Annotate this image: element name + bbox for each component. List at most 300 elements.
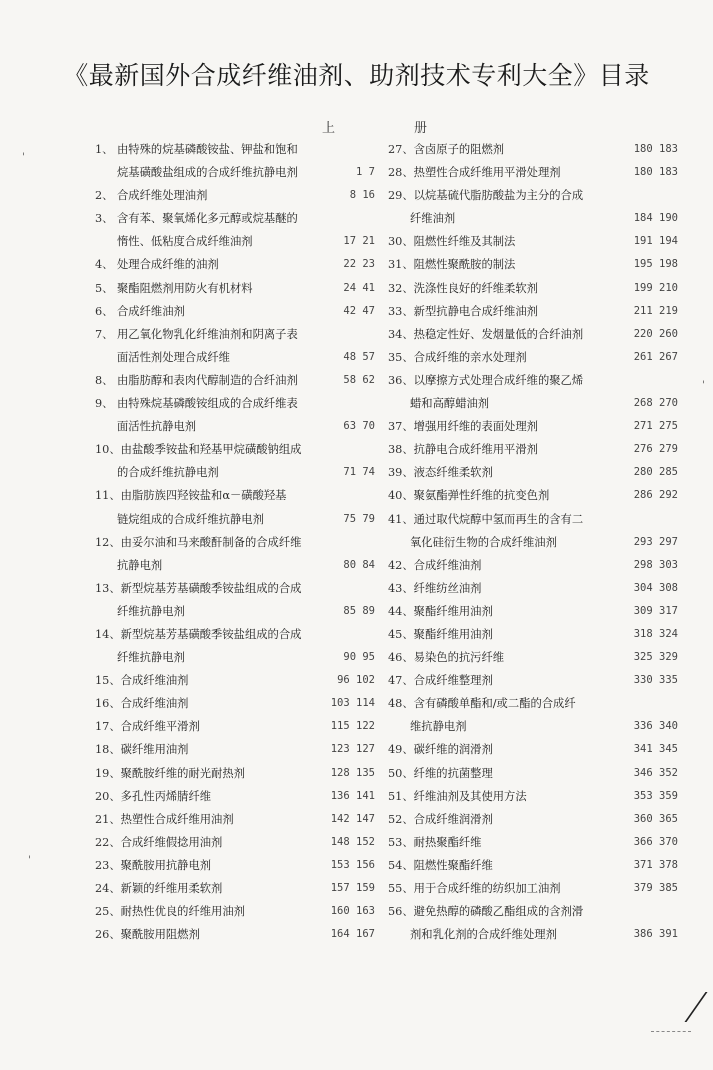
toc-entry-line (95, 785, 375, 808)
toc-entry-number: 56、 (388, 905, 414, 919)
toc-entry-pages: 268 270 (633, 397, 678, 410)
toc-entry-title: 新颖的纤维用柔软剂 (120, 882, 223, 895)
toc-entry-title: 烷基磺酸盐组成的合成纤维抗静电剂 (117, 166, 298, 180)
toc-entry-line (388, 600, 678, 623)
toc-entry-number: 8、 (95, 373, 114, 387)
toc-entry-number: 41、 (388, 512, 414, 526)
toc-entry-pages: 142 147 (330, 812, 375, 825)
toc-entry (95, 738, 375, 761)
toc-entry-pages: 379 385 (633, 882, 678, 894)
toc-entry-line (95, 369, 375, 392)
toc-entry-title: 剂和乳化剂的合成纤维处理剂 (410, 928, 557, 942)
toc-entry-title: 碳纤维用油剂 (120, 743, 189, 757)
toc-entry-number: 2、 (95, 189, 114, 203)
toc-entry-line (95, 554, 375, 577)
toc-entry-line (388, 715, 678, 738)
toc-entry-title: 惰性、低粘度合成纤维油剂 (117, 235, 253, 249)
toc-entry-pages: 22 23 (343, 258, 375, 271)
toc-entry-pages: 184 190 (633, 212, 678, 225)
toc-entry-title: 聚氨酯弹性纤维的抗变色剂 (413, 489, 550, 503)
toc-entry (388, 877, 678, 900)
toc-entry-title: 合成纤维的亲水处理剂 (413, 350, 527, 364)
scan-speck: ' (28, 855, 31, 866)
scan-speck: ' (702, 380, 705, 391)
toc-entry (388, 277, 678, 300)
toc-entry-line (95, 531, 375, 554)
toc-entry-number: 43、 (388, 581, 414, 595)
toc-entry-line (388, 692, 678, 715)
toc-entry-line (388, 346, 678, 369)
scan-speck: ' (22, 152, 25, 163)
toc-entry (388, 577, 678, 600)
toc-entry-pages: 85 89 (343, 604, 375, 617)
toc-entry (95, 877, 375, 900)
toc-entry-pages: 148 152 (330, 835, 375, 848)
toc-entry-number: 12、 (95, 535, 121, 549)
toc-entry-pages: 136 141 (330, 789, 375, 802)
toc-entry-number: 23、 (95, 858, 121, 872)
toc-entry-line (95, 300, 375, 323)
toc-entry-pages: 293 297 (633, 535, 678, 548)
toc-entry (388, 554, 678, 577)
toc-entry (388, 808, 678, 831)
toc-entry (388, 508, 678, 554)
toc-entry (388, 369, 678, 415)
toc-entry-pages: 309 317 (633, 604, 678, 617)
toc-entry-pages: 8 16 (349, 189, 375, 202)
toc-entry-pages: 71 74 (343, 466, 375, 479)
toc-entry-title: 蜡和高醇蜡油剂 (410, 397, 490, 411)
toc-entry-pages: 304 308 (633, 581, 678, 594)
toc-entry-line (95, 346, 375, 369)
toc-entry-line (95, 438, 375, 461)
toc-entry-pages: 360 365 (633, 812, 678, 825)
toc-entry-title: 链烷组成的合成纤维抗静电剂 (117, 512, 264, 526)
toc-entry-pages: 48 57 (343, 350, 375, 363)
toc-entry-line (95, 762, 375, 785)
toc-entry-title: 合成纤维假捻用油剂 (120, 835, 223, 849)
toc-entry-line (388, 669, 678, 692)
toc-entry-title: 新型抗静电合成纤维油剂 (413, 304, 538, 318)
toc-entry-title: 耐热性优良的纤维用油剂 (120, 905, 245, 919)
toc-entry-title: 新型烷基芳基磺酸季铵盐组成的合成 (120, 627, 302, 641)
toc-entry-pages: 17 21 (343, 235, 375, 248)
toc-entry (95, 923, 375, 946)
toc-entry-pages: 280 285 (633, 466, 678, 479)
toc-entry-title: 纤维的抗菌整理 (413, 766, 493, 780)
toc-entry-line (95, 138, 375, 161)
toc-entry-title: 阻燃性聚酯纤维 (413, 858, 493, 872)
toc-entry-title: 阻燃性聚酰胺的制法 (413, 258, 516, 272)
toc-entry-line (388, 277, 678, 300)
toc-entry-pages: 160 163 (330, 905, 375, 918)
toc-entry-line (95, 808, 375, 831)
toc-entry-title: 含卤原子的阻燃剂 (413, 143, 505, 156)
toc-entry-number: 47、 (388, 674, 414, 688)
toc-entry-pages: 123 127 (330, 743, 375, 756)
toc-entry-line (388, 392, 678, 415)
toc-entry-pages: 90 95 (343, 651, 375, 664)
toc-entry (388, 161, 678, 184)
toc-entry-title: 合成纤维润滑剂 (413, 812, 493, 826)
toc-entry (388, 900, 678, 946)
toc-entry-title: 纤维抗静电剂 (117, 604, 185, 618)
toc-entry-number: 11、 (95, 489, 121, 503)
toc-entry-pages: 271 275 (633, 420, 678, 433)
toc-column-left (95, 138, 375, 946)
toc-entry-title: 通过取代烷醇中氢而再生的含有二 (413, 512, 584, 526)
toc-entry-pages: 96 102 (337, 674, 375, 687)
toc-entry-number: 15、 (95, 674, 121, 688)
toc-entry (388, 762, 678, 785)
toc-entry-number: 32、 (388, 281, 414, 295)
toc-entry-line (388, 415, 678, 438)
toc-entry-line (95, 461, 375, 484)
toc-entry-title: 用乙氧化物乳化纤维油剂和阴离子表 (117, 327, 298, 341)
toc-entry (95, 831, 375, 854)
toc-entry-title: 合成纤维整理剂 (413, 674, 493, 688)
toc-entry (388, 738, 678, 761)
toc-entry-title: 以摩擦方式处理合成纤维的聚乙烯 (413, 373, 584, 387)
toc-entry-title: 洗涤性良好的纤维柔软剂 (413, 281, 538, 295)
toc-entry (95, 623, 375, 669)
toc-entry-title: 面活性抗静电剂 (117, 420, 197, 434)
toc-entry-pages: 58 62 (343, 373, 375, 386)
toc-entry-pages: 346 352 (633, 766, 678, 779)
toc-entry-pages: 261 267 (633, 350, 678, 363)
toc-entry (95, 808, 375, 831)
toc-entry (95, 854, 375, 877)
toc-entry-title: 处理合成纤维的油剂 (117, 258, 219, 272)
toc-entry-title: 用于合成纤维的纺织加工油剂 (413, 882, 561, 895)
toc-entry-number: 25、 (95, 905, 121, 919)
toc-entry-title: 聚酯阻燃剂用防火有机材料 (117, 281, 253, 295)
toc-entry (95, 484, 375, 530)
toc-entry-title: 的合成纤维抗静电剂 (117, 466, 219, 480)
toc-entry (388, 461, 678, 484)
toc-entry-number: 4、 (95, 258, 114, 272)
toc-entry-line (95, 715, 375, 738)
toc-entry (95, 715, 375, 738)
toc-entry-title: 合成纤维平滑剂 (120, 720, 200, 734)
toc-entry (388, 484, 678, 507)
toc-entry-pages: 386 391 (633, 928, 678, 941)
toc-entry (95, 438, 375, 484)
toc-entry-line (95, 692, 375, 715)
toc-entry-pages: 211 219 (633, 304, 678, 317)
toc-entry-title: 新型烷基芳基磺酸季铵盐组成的合成 (120, 581, 302, 595)
toc-entry-title: 合成纤维油剂 (120, 697, 189, 711)
toc-entry (388, 323, 678, 346)
toc-entry-number: 44、 (388, 604, 414, 618)
toc-entry-title: 纤维油剂及其使用方法 (413, 789, 527, 803)
toc-entry-title: 热塑性合成纤维用油剂 (120, 812, 234, 826)
toc-entry-number: 10、 (95, 443, 121, 457)
toc-entry-title: 合成纤维处理油剂 (117, 189, 208, 203)
toc-entry (95, 300, 375, 323)
volume-label-left: 上 (322, 121, 336, 136)
toc-entry-number: 52、 (388, 812, 414, 826)
toc-entry-pages: 115 122 (330, 720, 375, 733)
toc-entry-line (95, 854, 375, 877)
toc-entry-title: 合成纤维油剂 (117, 304, 185, 318)
toc-entry-number: 14、 (95, 627, 121, 641)
toc-entry-pages: 63 70 (343, 420, 375, 433)
pen-stroke-mark (684, 992, 713, 1022)
toc-entry (95, 138, 375, 184)
toc-entry-number: 38、 (388, 443, 414, 457)
toc-entry-line (388, 461, 678, 484)
toc-entry-number: 13、 (95, 581, 121, 595)
toc-entry (388, 669, 678, 692)
toc-entry-line (95, 508, 375, 531)
toc-entry-number: 54、 (388, 858, 414, 872)
toc-entry (388, 346, 678, 369)
toc-entry-line (388, 762, 678, 785)
toc-entry-number: 1、 (95, 143, 114, 156)
toc-entry-number: 55、 (388, 882, 414, 895)
toc-entry-line (388, 646, 678, 669)
toc-entry-title: 含有苯、聚氧烯化多元醇或烷基醚的 (117, 212, 298, 226)
toc-entry-title: 维抗静电剂 (410, 720, 467, 734)
toc-entry (388, 184, 678, 230)
toc-entry (95, 669, 375, 692)
toc-entry-line (95, 207, 375, 230)
volume-label-right: 册 (414, 121, 428, 136)
toc-entry-line (95, 392, 375, 415)
toc-entry-line (95, 230, 375, 253)
toc-entry-line (388, 438, 678, 461)
toc-entry (95, 184, 375, 207)
toc-entry-title: 易染色的抗污纤维 (413, 651, 505, 665)
toc-entry-number: 26、 (95, 928, 121, 942)
toc-entry-pages: 341 345 (633, 743, 678, 756)
toc-entry-number: 39、 (388, 466, 414, 480)
toc-entry-title: 多孔性丙烯腈纤维 (120, 789, 212, 803)
toc-entry-pages: 325 329 (633, 651, 678, 664)
toc-entry-line (95, 738, 375, 761)
toc-entry-number: 42、 (388, 558, 414, 572)
toc-entry-line (388, 831, 678, 854)
toc-entry (388, 138, 678, 161)
toc-entry-line (95, 600, 375, 623)
toc-entry-number: 18、 (95, 743, 121, 757)
toc-entry-number: 29、 (388, 189, 414, 203)
toc-entry-line (388, 161, 678, 184)
toc-entry-line (388, 323, 678, 346)
toc-entry-number: 9、 (95, 397, 114, 411)
toc-entry-number: 31、 (388, 258, 414, 272)
toc-entry-title: 聚酯纤维用油剂 (413, 604, 493, 618)
toc-entry-line (95, 646, 375, 669)
toc-entry-title: 聚酰胺用阻燃剂 (120, 928, 200, 942)
toc-entry-number: 49、 (388, 743, 414, 757)
toc-entry-pages: 191 194 (633, 235, 678, 248)
toc-entry (95, 369, 375, 392)
toc-entry-number: 30、 (388, 235, 414, 249)
toc-entry-title: 由脂肪族四羟铵盐和α－磺酸羟基 (120, 489, 287, 503)
toc-entry-line (95, 900, 375, 923)
toc-entry (95, 253, 375, 276)
toc-entry-number: 20、 (95, 789, 121, 803)
toc-entry-line (388, 138, 678, 161)
toc-entry (388, 438, 678, 461)
toc-entry-line (95, 669, 375, 692)
toc-entry (388, 415, 678, 438)
toc-entry-number: 33、 (388, 304, 414, 318)
toc-entry-line (388, 554, 678, 577)
toc-entry-title: 聚酯纤维用油剂 (413, 627, 493, 641)
toc-entry-title: 合成纤维油剂 (120, 674, 189, 688)
toc-entry-line (388, 253, 678, 276)
toc-entry-line (388, 738, 678, 761)
toc-entry-title: 含有磷酸单酯和/或二酯的合成纤 (413, 697, 576, 711)
toc-entry-line (95, 923, 375, 946)
toc-entry-pages: 42 47 (343, 304, 375, 317)
toc-entry (388, 230, 678, 253)
toc-entry-title: 耐热聚酯纤维 (413, 835, 482, 849)
toc-entry-line (95, 323, 375, 346)
toc-entry-pages: 371 378 (633, 858, 678, 871)
toc-entry-title: 由脂肪醇和表肉代醇制造的合纤油剂 (117, 373, 298, 387)
toc-entry-line (388, 484, 678, 507)
toc-entry-line (95, 484, 375, 507)
toc-entry (388, 785, 678, 808)
toc-entry-title: 抗静电剂 (117, 558, 163, 572)
toc-entry-title: 纤维油剂 (410, 212, 456, 226)
toc-entry-line (95, 877, 375, 900)
toc-entry-pages: 220 260 (633, 327, 678, 340)
toc-entry-line (95, 415, 375, 438)
toc-entry-number: 21、 (95, 812, 121, 826)
toc-entry-title: 由特殊烷基磷酸铵组成的合成纤维表 (117, 397, 298, 411)
toc-entry-number: 37、 (388, 420, 414, 434)
toc-entry-title: 聚酰胺用抗静电剂 (120, 858, 212, 872)
toc-entry-pages: 286 292 (633, 489, 678, 502)
toc-entry-pages: 366 370 (633, 835, 678, 848)
toc-entry-title: 由特殊的烷基磷酸铵盐、钾盐和饱和 (117, 143, 298, 156)
toc-entry-line (388, 184, 678, 207)
toc-entry-pages: 157 159 (330, 882, 375, 894)
toc-entry-number: 3、 (95, 212, 114, 226)
toc-entry-number: 50、 (388, 766, 414, 780)
toc-entry-number: 28、 (388, 166, 414, 180)
toc-entry-number: 34、 (388, 327, 414, 341)
toc-entry (95, 323, 375, 369)
toc-entry-title: 由妥尔油和马来酸酐制备的合成纤维 (120, 535, 302, 549)
toc-entry-pages: 330 335 (633, 674, 678, 687)
toc-entry-pages: 128 135 (330, 766, 375, 779)
page-title: 《最新国外合成纤维油剂、助剂技术专利大全》目录 (63, 61, 650, 90)
toc-entry (388, 692, 678, 738)
toc-entry-line (95, 184, 375, 207)
toc-entry-pages: 103 114 (330, 697, 375, 710)
toc-entry (95, 531, 375, 577)
toc-entry (388, 253, 678, 276)
toc-entry-title: 热塑性合成纤维用平滑处理剂 (413, 166, 561, 180)
toc-entry (388, 646, 678, 669)
toc-entry-number: 53、 (388, 835, 414, 849)
toc-entry-pages: 353 359 (633, 789, 678, 802)
toc-entry-line (388, 785, 678, 808)
toc-entry-number: 48、 (388, 697, 414, 711)
toc-entry-line (388, 300, 678, 323)
toc-entry-pages: 195 198 (633, 258, 678, 271)
toc-entry (95, 900, 375, 923)
toc-entry-number: 51、 (388, 789, 414, 803)
toc-entry-line (388, 577, 678, 600)
toc-entry-number: 27、 (388, 143, 414, 156)
toc-entry-line (388, 207, 678, 230)
toc-entry-title: 抗静电合成纤维用平滑剂 (413, 443, 538, 457)
toc-entry-number: 45、 (388, 627, 414, 641)
toc-entry-number: 19、 (95, 766, 121, 780)
toc-entry (388, 300, 678, 323)
toc-entry-pages: 75 79 (343, 512, 375, 525)
toc-entry-line (388, 877, 678, 900)
toc-entry-line (95, 577, 375, 600)
toc-entry-title: 碳纤维的润滑剂 (413, 743, 493, 757)
toc-entry-line (95, 831, 375, 854)
toc-entry-line (388, 854, 678, 877)
toc-entry-title: 增强用纤维的表面处理剂 (413, 420, 538, 434)
toc-entry (388, 623, 678, 646)
toc-entry-pages: 24 41 (343, 281, 375, 294)
toc-entry-pages: 276 279 (633, 443, 678, 456)
toc-entry (95, 785, 375, 808)
toc-entry-pages: 180 183 (633, 143, 678, 155)
toc-entry-title: 由盐酸季铵盐和羟基甲烷磺酸钠组成 (120, 443, 302, 457)
toc-entry (95, 392, 375, 438)
toc-entry-line (95, 253, 375, 276)
toc-entry (95, 762, 375, 785)
toc-entry-number: 35、 (388, 350, 414, 364)
toc-entry-number: 36、 (388, 373, 414, 387)
toc-entry (95, 692, 375, 715)
toc-entry-number: 5、 (95, 281, 114, 295)
toc-entry-line (388, 900, 678, 923)
toc-entry-title: 面活性剂处理合成纤维 (117, 350, 230, 364)
toc-entry-title: 以烷基硫代脂肪酸盐为主分的合成 (413, 189, 584, 203)
toc-entry-line (388, 230, 678, 253)
toc-entry-pages: 318 324 (633, 627, 678, 640)
toc-entry-pages: 336 340 (633, 720, 678, 733)
scan-mark (651, 1031, 691, 1032)
toc-entry-pages: 298 303 (633, 558, 678, 571)
toc-column-right (388, 138, 678, 946)
toc-entry-title: 纤维纺丝油剂 (413, 581, 482, 595)
toc-entry-number: 24、 (95, 882, 121, 895)
toc-entry-pages: 164 167 (330, 928, 375, 941)
toc-entry-number: 16、 (95, 697, 121, 711)
toc-entry-title: 合成纤维油剂 (413, 558, 482, 572)
toc-entry (388, 831, 678, 854)
toc-entry-pages: 153 156 (330, 858, 375, 871)
toc-entry (95, 577, 375, 623)
toc-entry (95, 207, 375, 253)
toc-entry-title: 聚酰胺纤维的耐光耐热剂 (120, 766, 245, 780)
toc-entry-pages: 1 7 (356, 166, 375, 179)
toc-entry-title: 纤维抗静电剂 (117, 651, 185, 665)
toc-entry-number: 17、 (95, 720, 121, 734)
toc-entry-number: 40、 (388, 489, 414, 503)
toc-entry (388, 600, 678, 623)
toc-entry-title: 液态纤维柔软剂 (413, 466, 493, 480)
toc-entry-line (95, 623, 375, 646)
toc-entry-number: 22、 (95, 835, 121, 849)
toc-entry-line (388, 369, 678, 392)
toc-entry-number: 46、 (388, 651, 414, 665)
